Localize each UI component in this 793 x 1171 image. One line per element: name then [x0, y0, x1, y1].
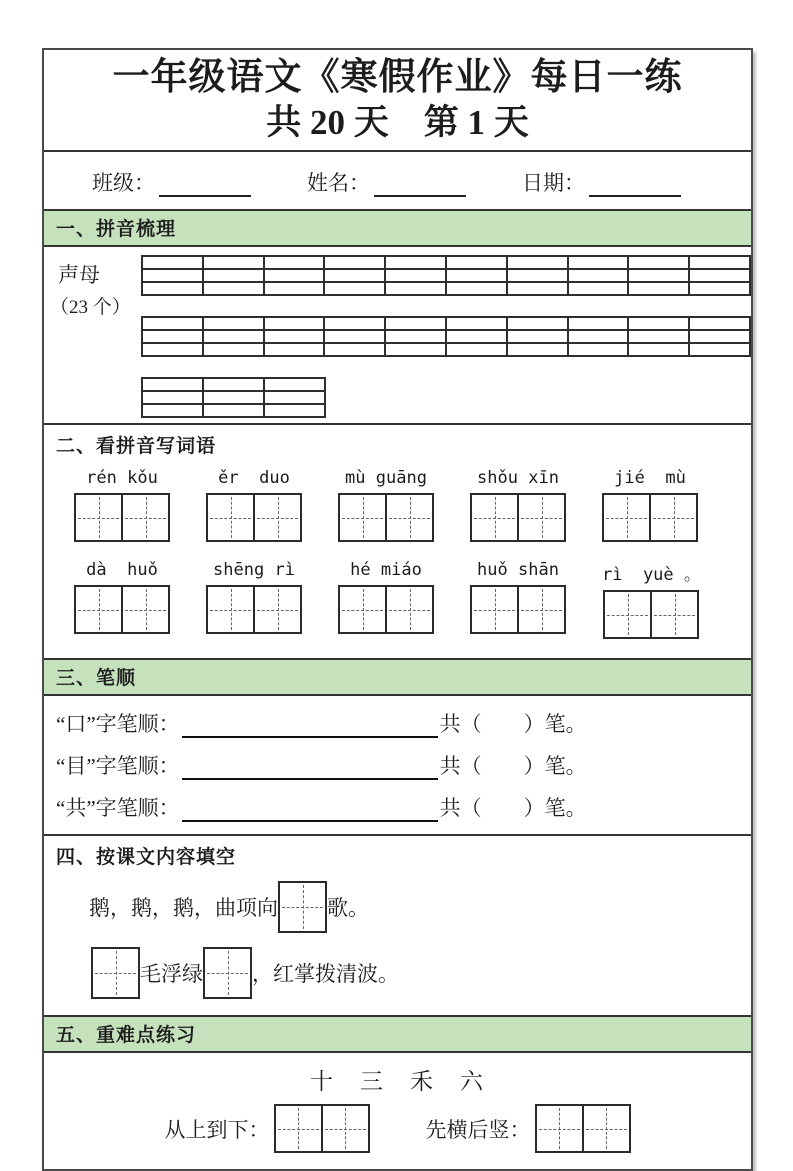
section-5-header: 五、重难点练习	[44, 1015, 751, 1053]
pinyin-grid-cell[interactable]	[142, 282, 203, 295]
pinyin-grid-cell[interactable]	[264, 256, 325, 269]
pinyin-grid-cell[interactable]	[568, 317, 629, 330]
pinyin-grid-cell[interactable]	[324, 269, 385, 282]
pinyin-grid-cell[interactable]	[689, 343, 750, 356]
stroke-order-blank[interactable]	[182, 712, 438, 738]
class-blank[interactable]	[159, 173, 251, 197]
pinyin-grid-cell[interactable]	[385, 343, 446, 356]
stroke-order-blank[interactable]	[182, 796, 438, 822]
pinyin-grid-cell[interactable]	[203, 378, 264, 391]
tianzige-cell[interactable]	[472, 587, 517, 632]
tasks-row	[44, 1104, 751, 1169]
pinyin-grid-cell[interactable]	[507, 256, 568, 269]
pinyin-word-group	[602, 560, 701, 642]
section-4-body	[44, 881, 751, 999]
date-field	[522, 167, 681, 197]
shengmu-count-label: （23 个）	[50, 297, 131, 319]
tianzige-cell[interactable]	[121, 587, 168, 632]
tianzige-cell[interactable]	[208, 495, 253, 540]
period-mark: 。	[673, 565, 701, 586]
worksheet-subtitle: 共 20 天 第 1 天	[266, 103, 529, 143]
pinyin-label: mù guāng	[345, 468, 427, 489]
fill-text: 歌。	[327, 896, 369, 921]
pinyin-grid-cell[interactable]	[203, 330, 264, 343]
pinyin-word-group	[74, 468, 170, 545]
pinyin-grid-cell[interactable]	[142, 391, 203, 404]
practice-characters: 十 三 禾 六	[310, 1069, 485, 1095]
pinyin-grid-cell[interactable]	[203, 317, 264, 330]
pinyin-grid-cell[interactable]	[385, 256, 446, 269]
tianzige-cell[interactable]	[280, 883, 325, 931]
pinyin-grid-cell[interactable]	[507, 282, 568, 295]
pinyin-grid-cell[interactable]	[446, 343, 507, 356]
tianzige-cell[interactable]	[517, 587, 564, 632]
section-3-header: 三、笔顺	[44, 658, 751, 696]
stroke-order-row	[44, 708, 751, 738]
info-row	[44, 152, 751, 209]
tianzige-single	[91, 947, 140, 999]
pinyin-grid-cell[interactable]	[324, 282, 385, 295]
pinyin-grid-cell[interactable]	[568, 269, 629, 282]
stroke-order-blank[interactable]	[182, 754, 438, 780]
pinyin-grid-cell[interactable]	[142, 343, 203, 356]
fill-line-1	[89, 881, 751, 933]
pinyin-grid-cell[interactable]	[507, 317, 568, 330]
pinyin-grid-cell[interactable]	[203, 269, 264, 282]
shengmu-label: 声母	[58, 263, 100, 288]
pinyin-grid-cell[interactable]	[142, 269, 203, 282]
tianzige-single	[203, 947, 252, 999]
name-blank[interactable]	[374, 173, 466, 197]
tianzige-single	[278, 881, 327, 933]
pinyin-grid-cell[interactable]	[203, 404, 264, 417]
pinyin-grid-cell[interactable]	[446, 269, 507, 282]
pinyin-grid-cell[interactable]	[264, 404, 325, 417]
pinyin-grid-cell[interactable]	[446, 282, 507, 295]
section-3-body	[44, 708, 751, 822]
pinyin-grid-cell[interactable]	[507, 269, 568, 282]
tianzige-pair	[338, 585, 434, 634]
tianzige-cell[interactable]	[649, 495, 696, 540]
stroke-row-label: “共”字笔顺：	[56, 796, 180, 821]
class-label: 班级：	[92, 171, 155, 196]
pinyin-grid-cell[interactable]	[689, 282, 750, 295]
tianzige-cell[interactable]	[650, 592, 697, 637]
section-2-header: 二、看拼音写词语	[44, 423, 751, 460]
pinyin-grid-cell[interactable]	[628, 317, 689, 330]
title-block	[44, 50, 751, 152]
pinyin-word-group	[470, 468, 566, 545]
pinyin-word-group	[206, 560, 302, 642]
pinyin-grid-cell[interactable]	[264, 391, 325, 404]
pinyin-grid-cell[interactable]	[385, 330, 446, 343]
pinyin-grid-3[interactable]	[141, 377, 326, 418]
pinyin-grid-cell[interactable]	[264, 282, 325, 295]
pinyin-grid-cell[interactable]	[568, 343, 629, 356]
tianzige-cell[interactable]	[205, 949, 250, 997]
tianzige-cell[interactable]	[93, 949, 138, 997]
tianzige-cell[interactable]	[321, 1106, 368, 1151]
pinyin-label: hé miáo	[350, 560, 422, 581]
pinyin-word-group	[74, 560, 170, 642]
pinyin-word-group	[470, 560, 566, 642]
date-label: 日期：	[522, 171, 585, 196]
tianzige-cell[interactable]	[253, 587, 300, 632]
stroke-row-label: “口”字笔顺：	[56, 712, 180, 737]
pinyin-grid-1[interactable]	[141, 255, 751, 296]
stroke-count-tail: 共（ ）笔。	[439, 712, 587, 737]
pinyin-grid-cell[interactable]	[264, 343, 325, 356]
pinyin-grid-cell[interactable]	[142, 317, 203, 330]
task-top-to-bottom	[165, 1104, 370, 1153]
pinyin-grid-cell[interactable]	[142, 330, 203, 343]
pinyin-label: ěr duo	[218, 468, 290, 489]
tianzige-cell[interactable]	[253, 495, 300, 540]
pinyin-label: shǒu xīn	[477, 468, 559, 489]
tianzige-pair	[603, 590, 699, 639]
pinyin-grid-cell[interactable]	[628, 330, 689, 343]
tianzige-cell[interactable]	[340, 495, 385, 540]
pinyin-grid-cell[interactable]	[324, 330, 385, 343]
tianzige-cell[interactable]	[472, 495, 517, 540]
stroke-order-row	[44, 792, 751, 822]
pinyin-word-group	[338, 468, 434, 545]
pinyin-grid-cell[interactable]	[203, 343, 264, 356]
pinyin-grid-cell[interactable]	[689, 269, 750, 282]
pinyin-grid-cell[interactable]	[385, 269, 446, 282]
pinyin-label: shēng rì	[213, 560, 295, 581]
tianzige-pair	[274, 1104, 370, 1153]
pinyin-word-group	[338, 560, 434, 642]
pinyin-words-row-1	[44, 468, 751, 545]
pinyin-label: dà huǒ	[86, 560, 158, 581]
tianzige-pair	[602, 493, 698, 542]
tianzige-cell[interactable]	[121, 495, 168, 540]
tianzige-pair	[206, 493, 302, 542]
class-field	[92, 167, 251, 197]
tianzige-pair	[470, 493, 566, 542]
pinyin-grid-cell[interactable]	[385, 282, 446, 295]
fill-text: ，红掌拨清波。	[252, 962, 399, 987]
section-4-header: 四、按课文内容填空	[44, 834, 751, 871]
pinyin-grid-cell[interactable]	[568, 256, 629, 269]
pinyin-grid-cell[interactable]	[689, 317, 750, 330]
section-1-body	[44, 247, 751, 423]
pinyin-grid-cell[interactable]	[568, 282, 629, 295]
tianzige-pair	[206, 585, 302, 634]
pinyin-grid-cell[interactable]	[203, 282, 264, 295]
pinyin-grid-cell[interactable]	[446, 256, 507, 269]
name-label: 姓名：	[307, 171, 370, 196]
task-label: 从上到下：	[164, 1117, 270, 1142]
pinyin-word-group	[602, 468, 698, 545]
tianzige-cell[interactable]	[582, 1106, 629, 1151]
pinyin-grid-cell[interactable]	[264, 330, 325, 343]
tianzige-pair	[74, 585, 170, 634]
tianzige-pair	[74, 493, 170, 542]
pinyin-grid-cell[interactable]	[628, 282, 689, 295]
pinyin-grid-2[interactable]	[141, 316, 751, 357]
pinyin-grid-cell[interactable]	[203, 256, 264, 269]
tianzige-cell[interactable]	[208, 587, 253, 632]
pinyin-grid-cell[interactable]	[568, 330, 629, 343]
section-1-header: 一、拼音梳理	[44, 209, 751, 247]
name-field	[307, 167, 466, 197]
pinyin-grid-cell[interactable]	[628, 343, 689, 356]
pinyin-words-row-2	[44, 560, 751, 642]
pinyin-grid-cell[interactable]	[203, 391, 264, 404]
tianzige-pair	[470, 585, 566, 634]
pinyin-grid-cell[interactable]	[264, 378, 325, 391]
task-label: 先横后竖：	[425, 1117, 531, 1142]
task-horizontal-first	[426, 1104, 631, 1153]
pinyin-grid-cell[interactable]	[628, 269, 689, 282]
fill-text: 鹅，鹅，鹅，曲项向	[89, 896, 278, 921]
pinyin-grid-cell[interactable]	[507, 343, 568, 356]
pinyin-grid-cell[interactable]	[264, 269, 325, 282]
pinyin-label: jié mù	[614, 468, 686, 489]
pinyin-word-group	[206, 468, 302, 545]
pinyin-grid-cell[interactable]	[689, 330, 750, 343]
tianzige-cell[interactable]	[385, 587, 432, 632]
tianzige-pair	[338, 493, 434, 542]
tianzige-cell[interactable]	[517, 495, 564, 540]
tianzige-cell[interactable]	[76, 587, 121, 632]
pinyin-grid-cell[interactable]	[142, 404, 203, 417]
pinyin-grid-cell[interactable]	[628, 256, 689, 269]
pinyin-grid-cell[interactable]	[142, 378, 203, 391]
pinyin-grid-cell[interactable]	[446, 317, 507, 330]
tianzige-cell[interactable]	[340, 587, 385, 632]
tianzige-cell[interactable]	[76, 495, 121, 540]
tianzige-cell[interactable]	[604, 495, 649, 540]
tianzige-cell[interactable]	[605, 592, 650, 637]
pinyin-label: rén kǒu	[86, 468, 158, 489]
tianzige-pair	[535, 1104, 631, 1153]
pinyin-label: huǒ shān	[477, 560, 559, 581]
fill-line-2	[91, 947, 751, 999]
pinyin-grid-cell[interactable]	[689, 256, 750, 269]
tianzige-cell[interactable]	[537, 1106, 582, 1151]
stroke-row-label: “目”字笔顺：	[56, 754, 180, 779]
pinyin-grid-cell[interactable]	[324, 256, 385, 269]
section-5-body	[44, 1063, 751, 1169]
pinyin-grid-cell[interactable]	[264, 317, 325, 330]
pinyin-grid-cell[interactable]	[446, 330, 507, 343]
date-blank[interactable]	[589, 173, 681, 197]
fill-text: 毛浮绿	[140, 962, 203, 987]
pinyin-grid-cell[interactable]	[324, 343, 385, 356]
stroke-order-row	[44, 750, 751, 780]
pinyin-grid-cell[interactable]	[385, 317, 446, 330]
tianzige-cell[interactable]	[385, 495, 432, 540]
pinyin-label: rì yuè 。	[602, 565, 701, 586]
worksheet-title: 一年级语文《寒假作业》每日一练	[112, 57, 683, 98]
pinyin-grid-cell[interactable]	[507, 330, 568, 343]
pinyin-grid-cell[interactable]	[324, 317, 385, 330]
stroke-count-tail: 共（ ）笔。	[439, 754, 587, 779]
worksheet-page	[42, 48, 753, 1171]
stroke-count-tail: 共（ ）笔。	[439, 796, 587, 821]
pinyin-grid-cell[interactable]	[142, 256, 203, 269]
tianzige-cell[interactable]	[276, 1106, 321, 1151]
